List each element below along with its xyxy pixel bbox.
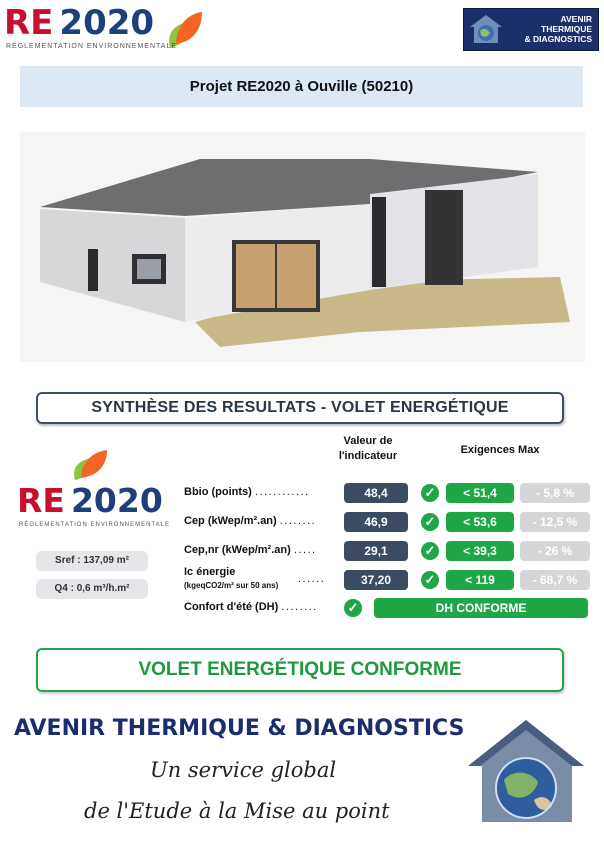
row-dots: ...... [298, 573, 326, 585]
globe-house-icon [464, 716, 588, 828]
leaf-icon [69, 448, 109, 482]
requirement-column-header [440, 443, 560, 458]
row-dots-ic-energie [298, 573, 325, 585]
requirement-cep: < 53,6 [446, 512, 514, 532]
brand-badge [463, 8, 599, 51]
check-icon: ✓ [421, 513, 439, 531]
verdict-banner [36, 648, 564, 692]
value-header-line1: Valeur de [343, 435, 393, 447]
row-dots: ..... [293, 544, 317, 556]
row-label-text: Cep,nr (kWep/m².an) [184, 544, 291, 556]
row-label-text: Bbio (points) [184, 486, 252, 498]
requirement-bbio: < 51,4 [446, 483, 514, 503]
section-title-text: SYNTHÈSE DES RESULTATS - VOLET ENERGÉTIQUE [91, 399, 509, 416]
logo-subtitle: RÉGLEMENTATION ENVIRONNEMENTALE [19, 522, 171, 528]
gap-ic-energie: - 68,7 % [520, 570, 590, 590]
sref-text: Sref : 137,09 m² [55, 555, 129, 566]
check-icon: ✓ [421, 542, 439, 560]
company-name: AVENIR THERMIQUE & DIAGNOSTICS [14, 716, 465, 741]
row-label-text: Cep (kWep/m².an) [184, 515, 277, 527]
row-label-text: Confort d'été (DH) [184, 601, 279, 613]
brand-badge-line1: AVENIR [560, 14, 592, 24]
row-label-ic-energie [184, 566, 278, 592]
row-label-bbio [184, 486, 310, 498]
row-dots: ........ [279, 515, 317, 527]
row-label-text: Ic énergie [184, 566, 236, 578]
gap-cepnr: - 26 % [520, 541, 590, 561]
value-cepnr: 29,1 [344, 541, 408, 561]
re2020-logo [4, 4, 204, 54]
row-sublabel-text: (kgeqCO2/m² sur 50 ans) [184, 581, 279, 590]
row-label-confort-ete [184, 601, 318, 613]
logo-re-text: RE [4, 3, 54, 43]
page-title [20, 66, 583, 107]
gap-cep: - 12,5 % [520, 512, 590, 532]
value-bbio: 48,4 [344, 483, 408, 503]
section-title [36, 392, 564, 424]
check-icon: ✓ [421, 484, 439, 502]
row-dots: ........ [281, 601, 318, 613]
row-dots: ............ [254, 486, 310, 498]
brand-badge-line2: THERMIQUE [541, 24, 592, 34]
sref-badge [36, 551, 148, 571]
value-ic-energie: 37,20 [344, 570, 408, 590]
slogan-line1: Un service global [150, 758, 337, 782]
row-label-cep [184, 515, 316, 527]
globe-house-icon [468, 13, 504, 45]
value-header-line2: l'indicateur [338, 450, 398, 462]
re2020-logo-secondary [17, 448, 177, 534]
q4-text: Q4 : 0,6 m³/h.m² [54, 583, 130, 594]
row-label-cepnr [184, 544, 317, 556]
house-rendering-image [20, 132, 585, 362]
requirement-header-text: Exigences Max [460, 444, 540, 456]
check-icon: ✓ [344, 599, 362, 617]
logo-subtitle: RÉGLEMENTATION ENVIRONNEMENTALE [6, 43, 178, 50]
q4-badge [36, 579, 148, 599]
requirement-ic-energie: < 119 [446, 570, 514, 590]
dh-conforme-status: DH CONFORME [374, 598, 588, 618]
gap-bbio: - 5,8 % [520, 483, 590, 503]
slogan-line2: de l'Etude à la Mise au point [84, 799, 390, 823]
check-icon: ✓ [421, 571, 439, 589]
page-title-text: Projet RE2020 à Ouville (50210) [189, 78, 414, 95]
value-cep: 46,9 [344, 512, 408, 532]
value-column-header [328, 434, 408, 464]
logo-re-text: RE [17, 481, 65, 520]
logo-year-text: 2020 [70, 481, 163, 520]
requirement-cepnr: < 39,3 [446, 541, 514, 561]
verdict-text: VOLET ENERGÉTIQUE CONFORME [138, 659, 462, 680]
brand-badge-line3: & DIAGNOSTICS [524, 34, 592, 44]
logo-year-text: 2020 [59, 3, 155, 43]
